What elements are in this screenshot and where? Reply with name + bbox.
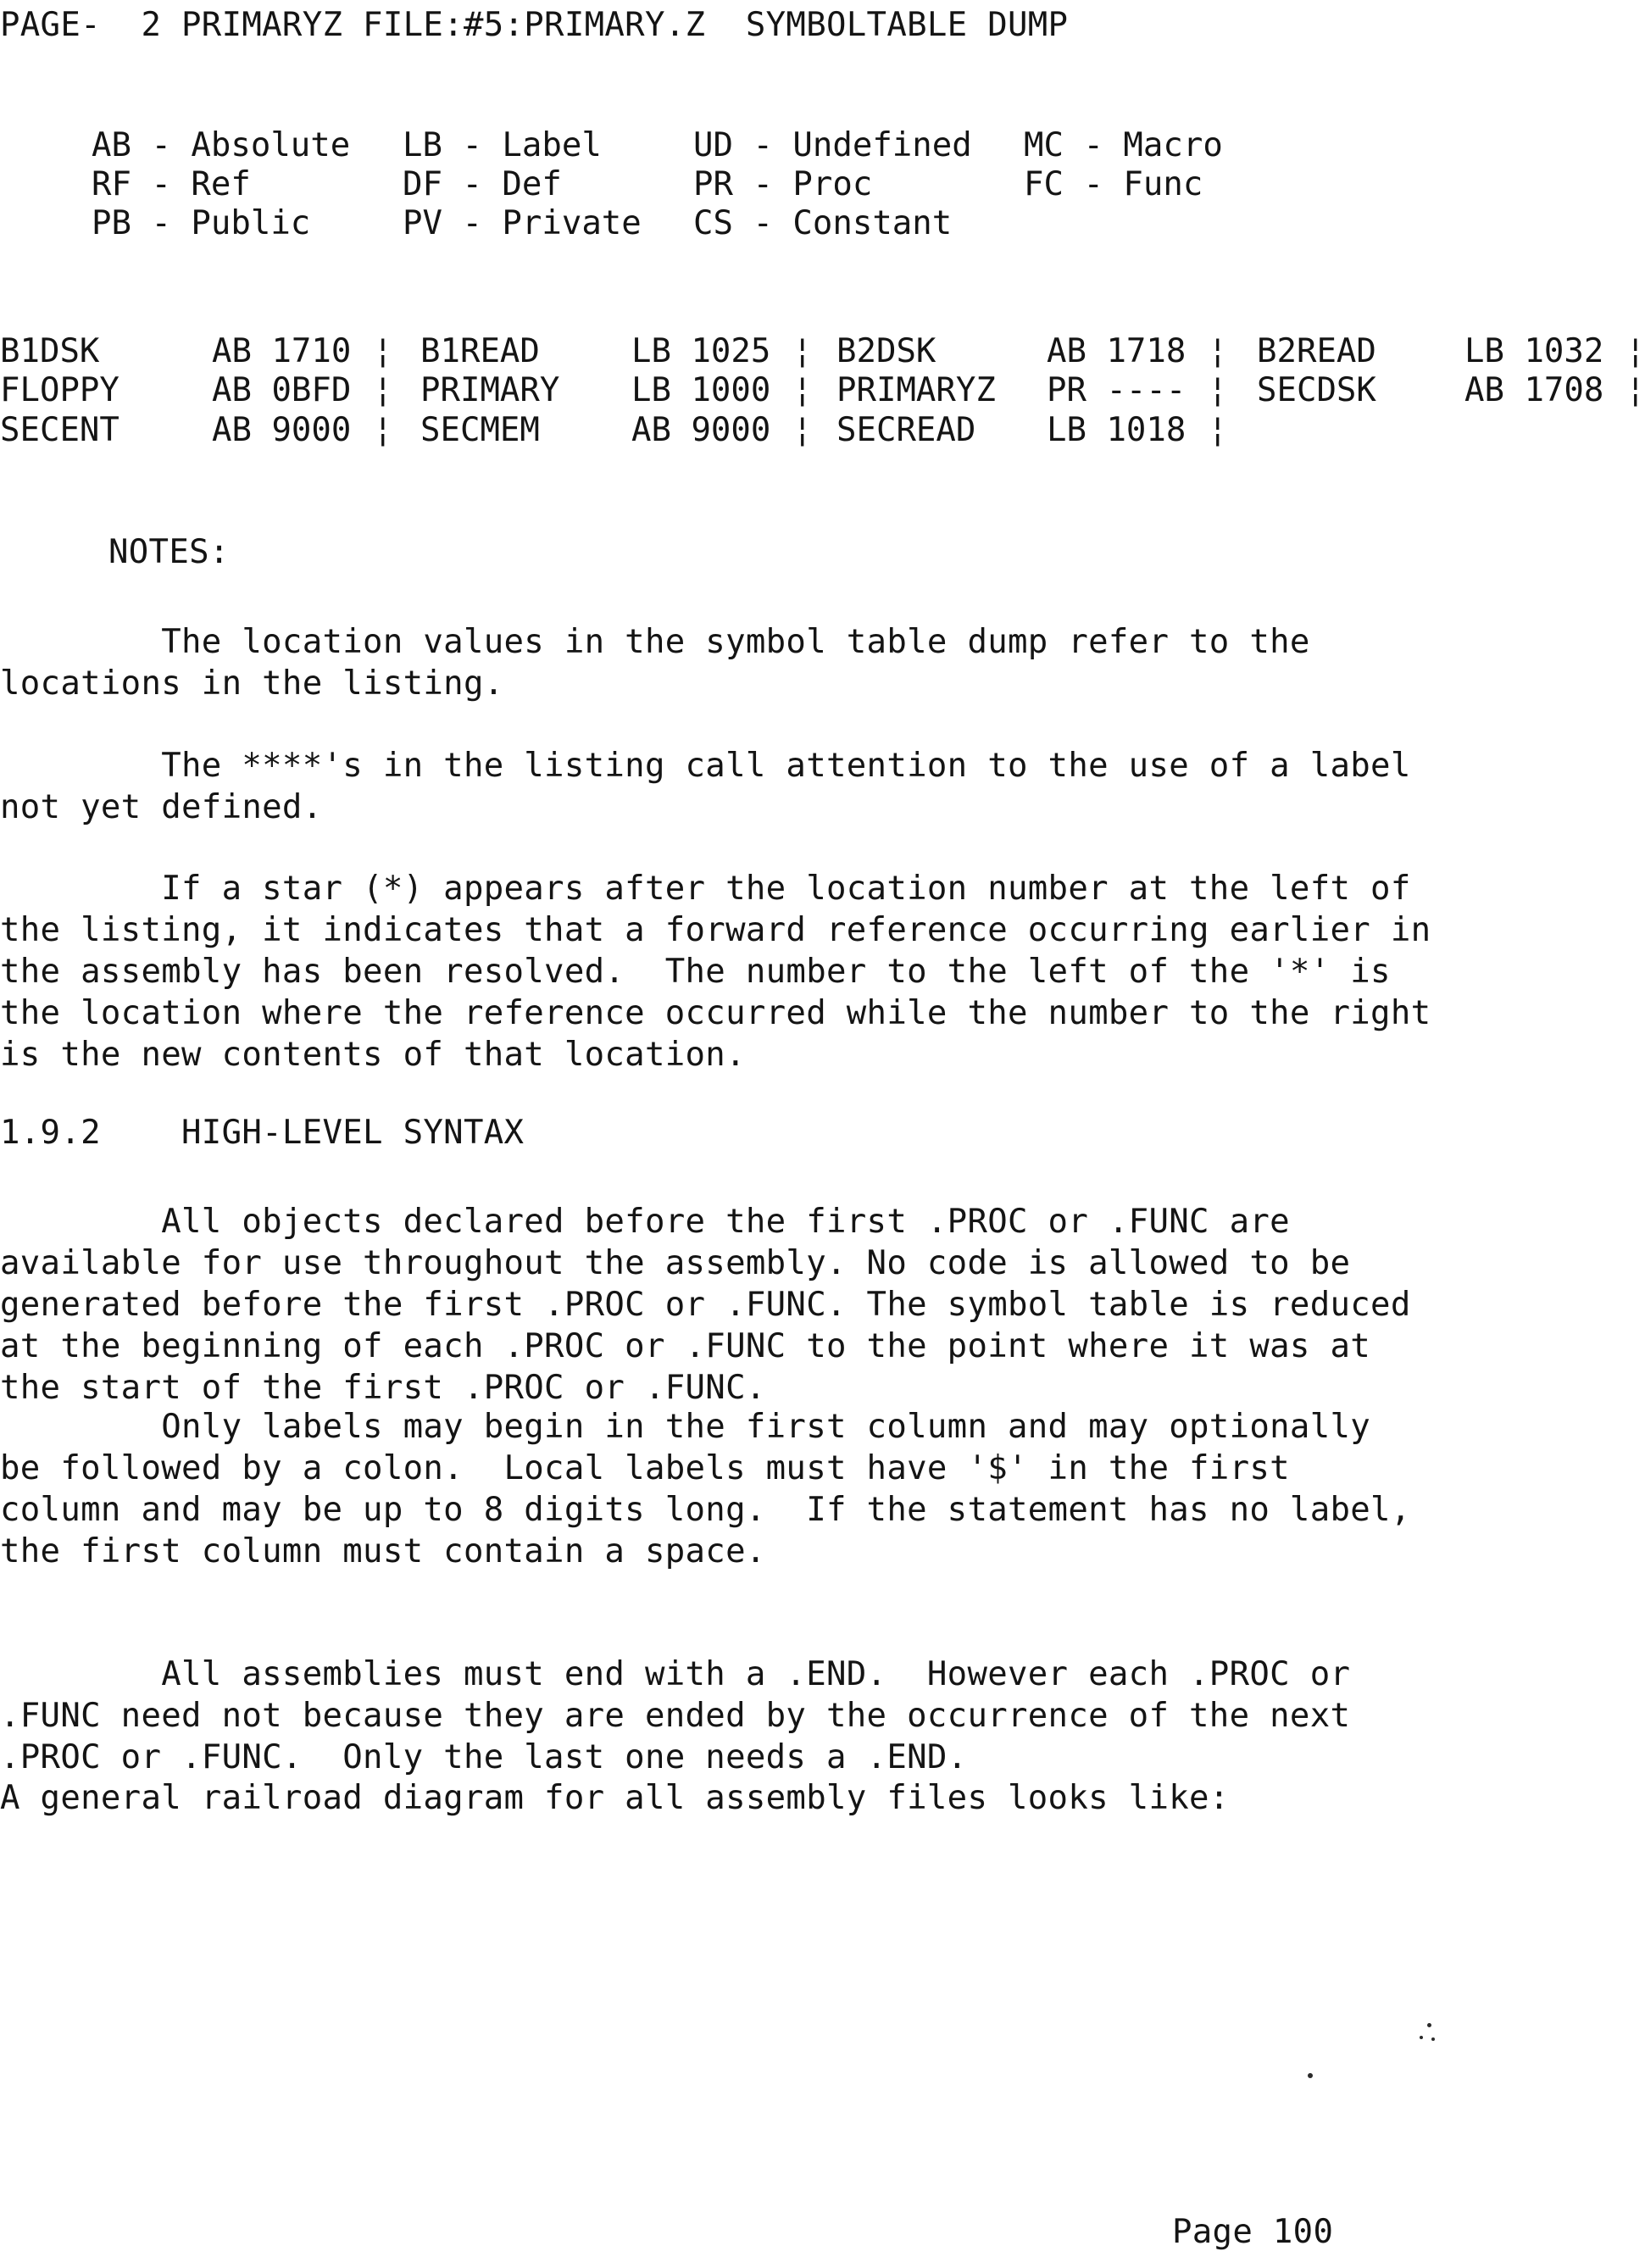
symbol-name: FLOPPY xyxy=(0,371,119,409)
legend-entry: CS - Constant xyxy=(693,204,953,242)
legend-entry: PV - Private xyxy=(403,204,642,242)
symbol-value: AB 9000 xyxy=(631,411,771,449)
symbol-value: AB 0BFD xyxy=(212,371,352,409)
scan-speck xyxy=(1420,2036,1423,2039)
paragraph-line: .FUNC need not because they are ended by the occurrence of the next xyxy=(0,1697,1351,1735)
paragraph-line: the start of the first .PROC or .FUNC. xyxy=(0,1369,766,1407)
paragraph-line: locations in the listing. xyxy=(0,664,504,703)
paragraph-line: be followed by a colon. Local labels must have '$' in the first xyxy=(0,1449,1290,1487)
symbol-name: B2READ xyxy=(1257,332,1376,370)
paragraph-line: Only labels may begin in the first column and may optionally xyxy=(0,1408,1371,1446)
symbol-name: SECREAD xyxy=(836,411,976,449)
scan-speck xyxy=(1308,2073,1313,2078)
symbol-separator: ¦ xyxy=(1626,332,1645,370)
paragraph-line: the location where the reference occurred while the number to the right xyxy=(0,994,1431,1032)
symbol-separator: ¦ xyxy=(1208,332,1228,370)
paragraph-line: not yet defined. xyxy=(0,788,323,826)
paragraph-line: is the new contents of that location. xyxy=(0,1036,746,1074)
symbol-value: AB 1708 xyxy=(1464,371,1604,409)
symbol-value: LB 1000 xyxy=(631,371,771,409)
symbol-value: LB 1025 xyxy=(631,332,771,370)
symbol-value: AB 9000 xyxy=(212,411,352,449)
symbol-name: B1DSK xyxy=(0,332,100,370)
page-header: PAGE- 2 PRIMARYZ FILE:#5:PRIMARY.Z SYMBOLTABLE DUMP xyxy=(0,6,1069,44)
paragraph-line: the assembly has been resolved. The number to the left of the '*' is xyxy=(0,953,1391,991)
legend-entry: FC - Func xyxy=(1024,165,1203,203)
symbol-separator: ¦ xyxy=(1626,371,1645,409)
symbol-separator: ¦ xyxy=(373,332,393,370)
legend-entry: AB - Absolute xyxy=(92,126,351,164)
paragraph-line: .PROC or .FUNC. Only the last one needs a .END. xyxy=(0,1738,968,1776)
paragraph-line: the first column must contain a space. xyxy=(0,1532,766,1570)
closing-line: A general railroad diagram for all assembly files looks like: xyxy=(0,1779,1230,1817)
paragraph-line: The ****'s in the listing call attention to the use of a label xyxy=(0,747,1411,785)
symbol-name: PRIMARYZ xyxy=(836,371,996,409)
symbol-name: B2DSK xyxy=(836,332,936,370)
legend-entry: PR - Proc xyxy=(693,165,873,203)
symbol-separator: ¦ xyxy=(373,371,393,409)
paragraph-line: All objects declared before the first .PROC or .FUNC are xyxy=(0,1203,1290,1241)
symbol-name: SECMEM xyxy=(420,411,540,449)
page-number: Page 100 xyxy=(1172,2213,1334,2251)
symbol-separator: ¦ xyxy=(792,411,813,449)
paragraph-line: the listing, it indicates that a forward reference occurring earlier in xyxy=(0,911,1431,949)
paragraph-line: The location values in the symbol table dump refer to the xyxy=(0,623,1310,661)
section-heading: 1.9.2 HIGH-LEVEL SYNTAX xyxy=(0,1114,525,1152)
legend-entry: MC - Macro xyxy=(1024,126,1223,164)
symbol-value: LB 1032 xyxy=(1464,332,1604,370)
scan-speck xyxy=(1427,2023,1431,2027)
paragraph-line: column and may be up to 8 digits long. If the statement has no label, xyxy=(0,1491,1411,1529)
symbol-name: B1READ xyxy=(420,332,540,370)
paragraph-line: If a star (*) appears after the location number at the left of xyxy=(0,870,1411,908)
symbol-separator: ¦ xyxy=(373,411,393,449)
paragraph-line: at the beginning of each .PROC or .FUNC to the point where it was at xyxy=(0,1327,1371,1365)
legend-entry: UD - Undefined xyxy=(693,126,972,164)
legend-entry: PB - Public xyxy=(92,204,311,242)
symbol-value: LB 1018 xyxy=(1047,411,1187,449)
symbol-value: AB 1718 xyxy=(1047,332,1187,370)
legend-entry: DF - Def xyxy=(403,165,562,203)
symbol-separator: ¦ xyxy=(1208,411,1228,449)
legend-entry: LB - Label xyxy=(403,126,602,164)
symbol-name: PRIMARY xyxy=(420,371,560,409)
symbol-separator: ¦ xyxy=(1208,371,1228,409)
paragraph-line: available for use throughout the assembly. No code is allowed to be xyxy=(0,1244,1351,1282)
paragraph-line: generated before the first .PROC or .FUNC. The symbol table is reduced xyxy=(0,1286,1411,1324)
notes-heading: NOTES: xyxy=(108,533,230,571)
symbol-separator: ¦ xyxy=(792,332,813,370)
symbol-value: AB 1710 xyxy=(212,332,352,370)
paragraph-line: All assemblies must end with a .END. However each .PROC or xyxy=(0,1655,1351,1693)
scan-speck xyxy=(1431,2037,1435,2041)
symbol-value: PR ---- xyxy=(1047,371,1187,409)
symbol-name: SECDSK xyxy=(1257,371,1376,409)
symbol-separator: ¦ xyxy=(792,371,813,409)
symbol-name: SECENT xyxy=(0,411,119,449)
legend-entry: RF - Ref xyxy=(92,165,251,203)
